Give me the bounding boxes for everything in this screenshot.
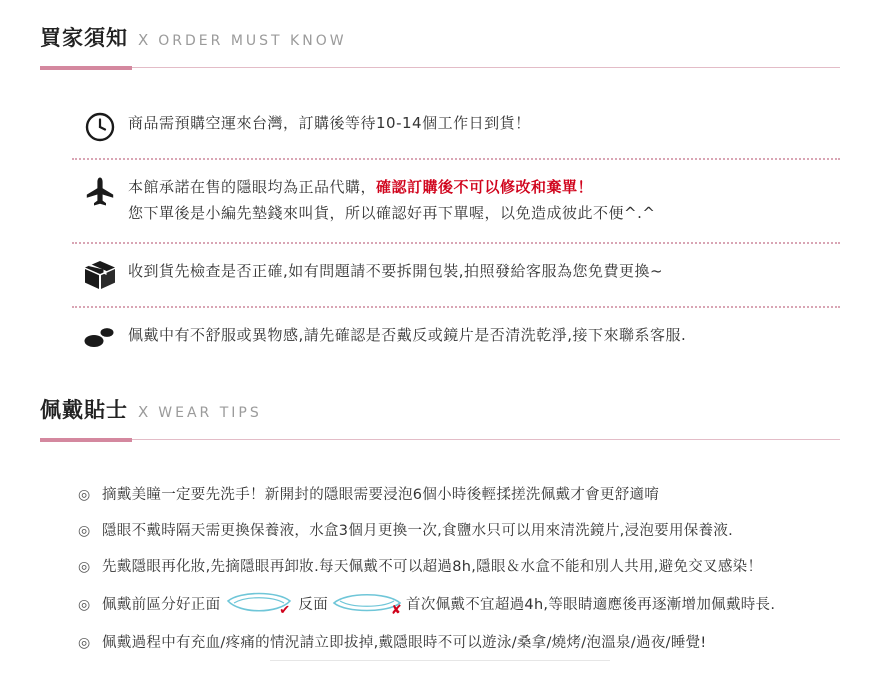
tip-text: 隱眼不戴時隔天需更換保養液，水盒3個月更換一次,食鹽水只可以用來清洗鏡片,浸泡要用保養液. xyxy=(102,523,734,539)
footer-divider xyxy=(270,660,610,661)
divider-line xyxy=(40,67,840,68)
tip-text-part-1: 佩戴前區分好正面 xyxy=(102,597,221,613)
section-title-en: WEAR TIPS xyxy=(158,405,262,421)
notice-text xyxy=(128,322,840,348)
title-separator-x: X xyxy=(138,403,149,421)
section-title-cn: 買家須知 xyxy=(40,26,128,50)
notice-line-2: 您下單後是小編先墊錢來叫貨，所以確認好再下單喔，以免造成彼此不便^.^ xyxy=(128,204,656,222)
section-title-row xyxy=(40,394,880,424)
section-divider-tips xyxy=(0,438,880,442)
bullet-icon: ◎ xyxy=(78,487,91,503)
section-divider-order xyxy=(0,66,880,70)
notice-text xyxy=(128,110,840,136)
list-item xyxy=(78,520,844,542)
tip-text: 佩戴過程中有充血/疼痛的情況請立即拔掉,戴隱眼時不可以遊泳/桑拿/燒烤/泡溫泉/過夜/睡覺! xyxy=(102,635,707,651)
tip-text-part-3: 首次佩戴不宜超過4h,等眼睛適應後再逐漸增加佩戴時長. xyxy=(406,597,776,613)
list-item xyxy=(78,556,844,578)
notice-line-1: 本館承諾在售的隱眼均為正品代購， xyxy=(128,178,377,196)
section-title-en: ORDER MUST KNOW xyxy=(158,33,347,49)
section-header-order-must-know xyxy=(0,0,880,58)
tip-text-part-2: 反面 xyxy=(298,597,329,613)
list-item xyxy=(78,592,844,618)
contact-lens-icon xyxy=(72,322,128,350)
section-title-cn: 佩戴貼士 xyxy=(40,398,128,422)
notice-row xyxy=(72,308,840,366)
notice-warning-text: 確認訂購後不可以修改和棄單！ xyxy=(376,178,594,196)
title-separator-x: X xyxy=(138,31,149,49)
list-item xyxy=(78,484,844,506)
divider-accent-bar xyxy=(40,66,132,70)
notice-line-1: 佩戴中有不舒服或異物感,請先確認是否戴反或鏡片是否清洗乾淨,接下來聯系客服. xyxy=(128,326,687,344)
notice-line-1: 商品需預購空運來台灣，訂購後等待10-14個工作日到貨！ xyxy=(128,114,531,132)
box-icon xyxy=(72,258,128,290)
notice-text xyxy=(128,174,840,226)
lens-correct-figure-icon xyxy=(222,592,296,618)
notice-row xyxy=(72,96,840,160)
notice-list xyxy=(0,96,880,366)
notice-row xyxy=(72,160,840,244)
tip-text: 先戴隱眼再化妝,先摘隱眼再卸妝.每天佩戴不可以超過8h,隱眼＆水盒不能和別人共用,避免交叉感染！ xyxy=(102,559,763,575)
notice-line-1: 收到貨先檢查是否正確,如有問題請不要拆開包裝,拍照發給客服為您免費更換~ xyxy=(128,262,664,280)
tips-list xyxy=(0,484,880,654)
section-header-wear-tips xyxy=(0,366,880,430)
notice-text xyxy=(128,258,840,284)
lens-reversed-figure-icon xyxy=(330,592,404,618)
clock-icon xyxy=(72,110,128,142)
bullet-icon: ◎ xyxy=(78,559,91,575)
incorrect-mark: ✘ xyxy=(390,603,403,618)
list-item xyxy=(78,632,844,654)
bullet-icon: ◎ xyxy=(78,523,91,539)
divider-line xyxy=(40,439,840,440)
tip-text: 摘戴美瞳一定要先洗手！新開封的隱眼需要浸泡6個小時後輕揉搓洗佩戴才會更舒適唷 xyxy=(102,487,660,503)
bullet-icon: ◎ xyxy=(78,635,91,651)
tip-text xyxy=(102,592,775,618)
correct-mark: ✔ xyxy=(279,603,291,618)
section-title-row xyxy=(40,22,880,52)
divider-accent-bar xyxy=(40,438,132,442)
airplane-icon xyxy=(72,174,128,208)
bullet-icon: ◎ xyxy=(78,597,91,613)
notice-row xyxy=(72,244,840,308)
